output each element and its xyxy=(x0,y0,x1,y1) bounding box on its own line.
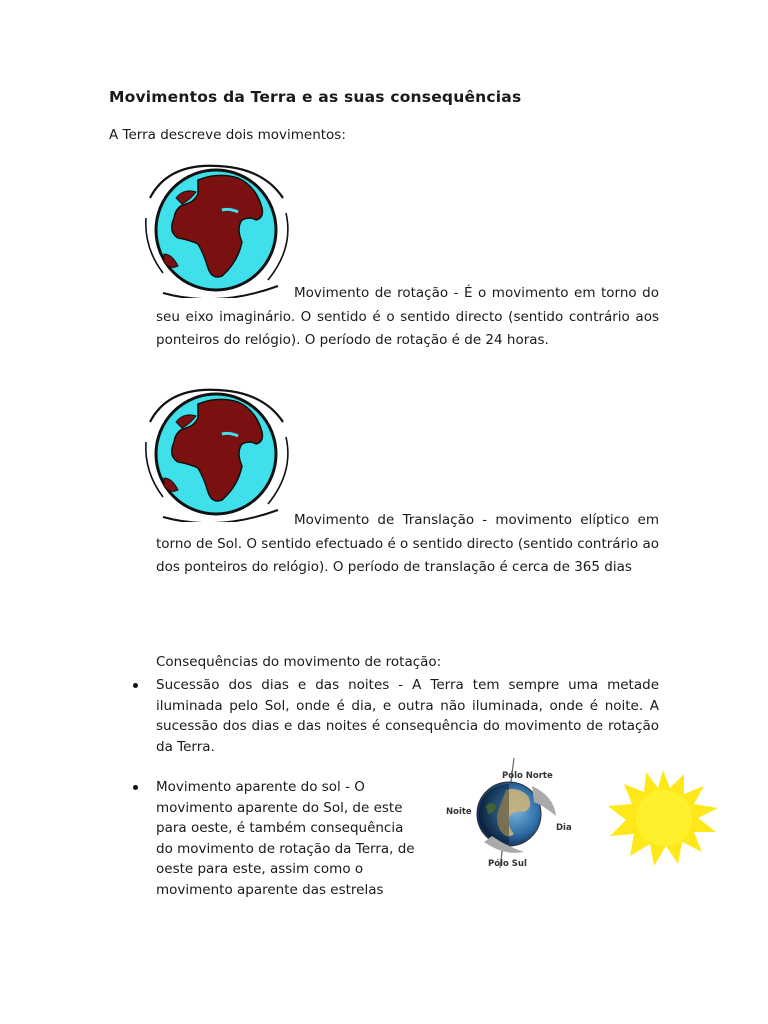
bullet-icon xyxy=(133,683,138,688)
consequences-heading: Consequências do movimento de rotação: xyxy=(156,654,442,670)
label-south: Pólo Sul xyxy=(488,859,527,869)
bullet-day-night: Sucessão dos dias e das noites - A Terra tem sempre uma metade iluminada pelo Sol, onde é dia, e outra não iluminada, onde é noite. A sucessão dos dias e das noites é consequência do movimento de rotação da Terra. xyxy=(156,677,659,755)
translation-text: Movimento de Translação - movimento elíptico em torno de Sol. O sentido efectuado é o sentido directo (sentido contrário ao dos ponteiros do relógio). O período de translação é cerca de 365 dias xyxy=(156,512,659,575)
bullet-icon xyxy=(133,785,138,790)
label-north: Pólo Norte xyxy=(502,771,553,781)
rotation-paragraph xyxy=(156,282,659,353)
label-day: Dia xyxy=(556,823,572,833)
intro-text: A Terra descreve dois movimentos: xyxy=(109,127,346,143)
earth-day-night-diagram xyxy=(444,756,574,876)
rotation-text: Movimento de rotação - É o movimento em torno do seu eixo imaginário. O sentido é o sentido directo (sentido contrário aos ponteiros do relógio). O período de rotação é de 24 horas. xyxy=(156,285,659,348)
translation-paragraph xyxy=(156,509,659,580)
globe-image-rotation xyxy=(138,158,298,298)
page-title: Movimentos da Terra e as suas consequências xyxy=(109,88,522,106)
globe-icon xyxy=(146,166,288,298)
sun-icon xyxy=(602,766,724,870)
globe-image-translation xyxy=(138,382,298,522)
globe-icon xyxy=(146,390,288,522)
bullet-sun-motion: Movimento aparente do sol - O movimento aparente do Sol, de este para oeste, é também consequência do movimento de rotação da Terra, de oeste para este, assim como o movimento aparente das estrelas xyxy=(156,779,415,898)
label-night: Noite xyxy=(446,807,472,817)
